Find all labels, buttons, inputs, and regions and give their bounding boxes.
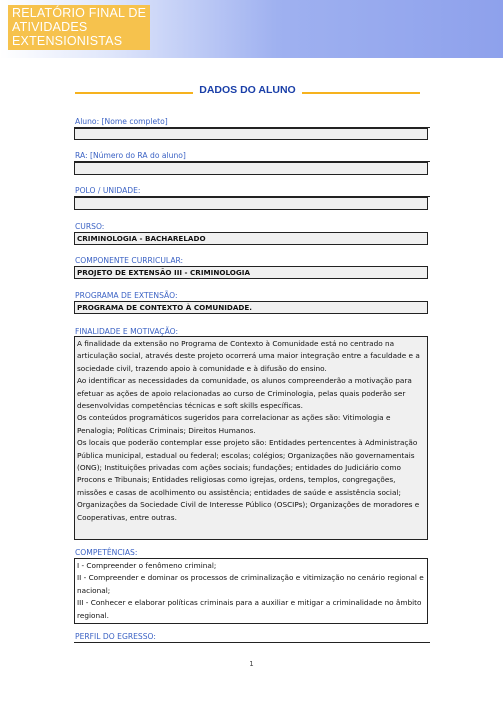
finalidade-paragraph: Ao identificar as necessidades da comunidade, os alunos compreenderão a motivação para efetuar as ações de apoio relacionadas ao curso de Criminologia, pelas quais poderão ser desenvolvidas competências técnicas e soft skills específicas. (77, 376, 412, 411)
finalidade-paragraph: A finalidade da extensão no Programa de Contexto à Comunidade está no centrado na articulação social, através deste projeto ocorrerá uma maior integração entre a faculdade e a sociedade civil, trazendo apoio à comunidade e à difusão do ensino. (77, 339, 420, 373)
programa-label: PROGRAMA DE EXTENSÃO: (75, 291, 178, 300)
heading-rule-right (302, 92, 420, 94)
page-number: 1 (249, 660, 254, 668)
competencias-label: COMPETÊNCIAS: (75, 548, 138, 557)
finalidade-paragraph: Os locais que poderão contemplar esse projeto são: Entidades pertencentes à Administração Pública municipal, estadual ou federal; escolas; colégios; Organizações não governamentais (ONG); Instituições privadas com ações sociais; fundações; entidades do Judiciário como Procons e Tribunais; Entidades religiosas como igrejas, ordens, templos, congregações, missões e casas de acolhimento ou assistência; entidades de saúde e assistência social; Organizações da Sociedade Civil de Interesse Público (OSCIPs); Organizações de moradores e Cooperativas, entre outras. (77, 438, 420, 522)
finalidade-paragraph: Os conteúdos programáticos sugeridos para correlacionar as ações são: Vitimologia e Penalogia; Políticas Criminais; Direitos Humanos. (77, 413, 391, 435)
perfil-label: PERFIL DO EGRESSO: (75, 632, 156, 641)
report-title-line: ATIVIDADES (12, 20, 88, 34)
report-title-line: RELATÓRIO FINAL DE (12, 6, 147, 20)
componente-field: PROJETO DE EXTENSÃO III - CRIMINOLOGIA (74, 266, 428, 279)
perfil-rule (74, 642, 430, 643)
programa-field: PROGRAMA DE CONTEXTO À COMUNIDADE. (74, 301, 428, 314)
aluno-field[interactable] (74, 128, 428, 140)
competencia-item: I - Compreender o fenômeno criminal; (77, 561, 217, 570)
aluno-label: Aluno: [Nome completo] (75, 117, 168, 126)
report-title (8, 5, 150, 50)
ra-field[interactable] (74, 162, 428, 175)
ra-label: RA: [Número do RA do aluno] (75, 151, 186, 160)
section-title: DADOS DO ALUNO (199, 84, 296, 96)
competencias-text-block (74, 558, 428, 624)
polo-label: POLO / UNIDADE: (75, 186, 141, 195)
section-heading (75, 84, 420, 100)
finalidade-text-block (74, 336, 428, 540)
competencia-item: II - Compreender e dominar os processos de criminalização e vitimização no cenário regional e nacional; (77, 573, 424, 595)
report-title-line: EXTENSIONISTAS (12, 34, 123, 48)
finalidade-label: FINALIDADE E MOTIVAÇÃO: (75, 327, 179, 336)
curso-field: CRIMINOLOGIA - BACHARELADO (74, 232, 428, 245)
competencia-item: III - Conhecer e elaborar políticas criminais para a auxiliar e mitigar a criminalidade no âmbito regional. (77, 598, 422, 620)
componente-label: COMPONENTE CURRICULAR: (75, 256, 184, 265)
polo-field[interactable] (74, 197, 428, 210)
curso-label: CURSO: (75, 222, 105, 231)
